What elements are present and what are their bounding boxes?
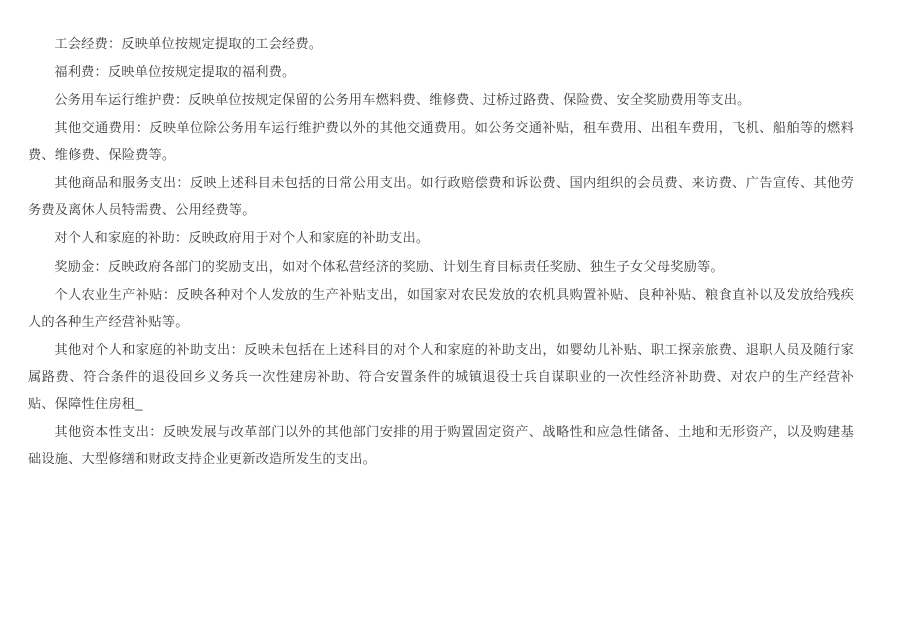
paragraph: 其他对个人和家庭的补助支出：反映未包括在上述科目的对个人和家庭的补助支出，如婴幼儿补贴、职工探亲旅费、退职人员及随行家属路费、符合条件的退役回乡义务兵一次性建房补助、符合安置条件的城镇退役士兵自谋职业的一次性经济补助费、对农户的生产经营补贴、保障性住房租_: [28, 341, 854, 411]
paragraph: 福利费：反映单位按规定提取的福利费。: [54, 64, 296, 80]
paragraph: 其他交通费用：反映单位除公务用车运行维护费以外的其他交通费用。如公务交通补贴，租车费用、出租车费用，飞机、船舶等的燃料费、维修费、保险费等。: [28, 120, 854, 163]
paragraph: 工会经费：反映单位按规定提取的工会经费。: [54, 36, 323, 51]
paragraph: 其他商品和服务支出：反映上述科目未包括的日常公用支出。如行政赔偿费和诉讼费、国内组织的会员费、来访费、广告宣传、其他劳务费及离休人员特需费、公用经费等。: [28, 175, 854, 218]
paragraph: 公务用车运行维护费：反映单位按规定保留的公务用车燃料费、维修费、过桥过路费、保险费、安全奖励费用等支出。: [54, 92, 751, 108]
paragraph: 个人农业生产补贴：反映各种对个人发放的生产补贴支出，如国家对农民发放的农机具购置补贴、良种补贴、粮食直补以及发放给残疾人的各种生产经营补贴等。: [28, 286, 854, 329]
paragraph: 奖励金：反映政府各部门的奖励支出，如对个体私营经济的奖励、计划生育目标责任奖励、独生子女父母奖励等。: [54, 258, 724, 274]
paragraph: 其他资本性支出：反映发展与改革部门以外的其他部门安排的用于购置固定资产、战略性和应急性储备、土地和无形资产，以及购建基础设施、大型修缮和财政支持企业更新改造所发生的支出。: [28, 423, 854, 466]
document-body: [28, 30, 854, 472]
paragraph: 对个人和家庭的补助：反映政府用于对个人和家庭的补助支出。: [54, 230, 430, 246]
